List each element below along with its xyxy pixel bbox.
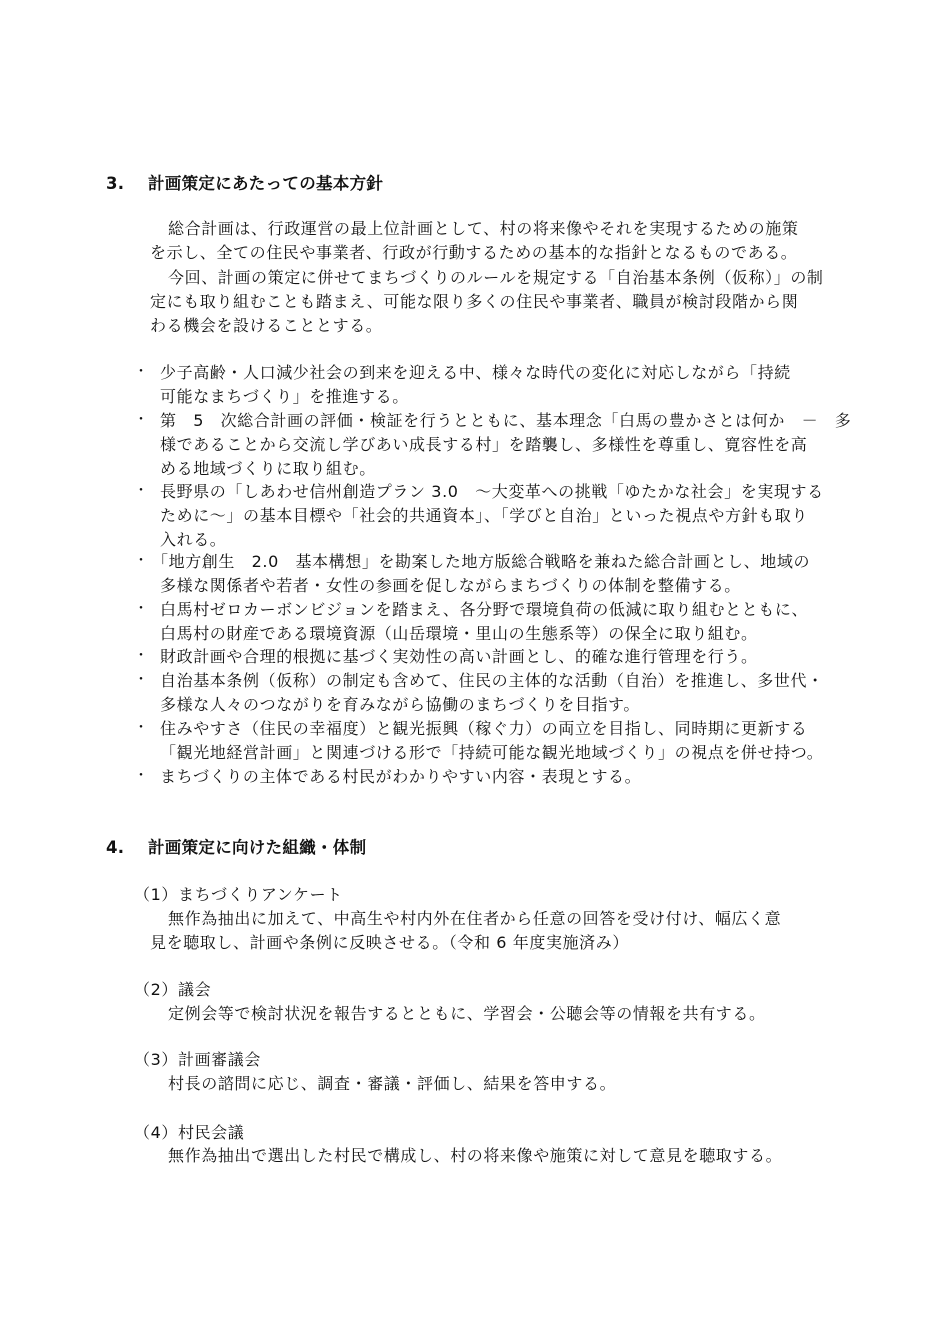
- paragraph-line: わる機会を設けることとする。: [150, 316, 383, 335]
- bullet-mark: ・: [134, 648, 148, 664]
- bullet-line: 入れる。: [160, 530, 227, 549]
- section-4-number: 4.: [106, 838, 125, 857]
- section-4-heading: [106, 834, 366, 858]
- section-4-title: 計画策定に向けた組織・体制: [148, 838, 367, 857]
- subsection-line: 見を聴取し、計画や条例に反映させる。（令和 6 年度実施済み）: [150, 933, 629, 952]
- bullet-line: 長野県の「しあわせ信州創造プラン 3.0 ～大変革への挑戦「ゆたかな社会」を実現する: [160, 482, 824, 501]
- bullet-mark: ・: [134, 553, 148, 569]
- paragraph-line: 今回、計画の策定に併せてまちづくりのルールを規定する「自治基本条例（仮称）」の制: [168, 268, 824, 287]
- bullet-mark: ・: [134, 483, 148, 499]
- bullet-line: 財政計画や合理的根拠に基づく実効性の高い計画とし、的確な進行管理を行う。: [160, 647, 758, 666]
- bullet-line: 住みやすさ（住民の幸福度）と観光振興（稼ぐ力）の両立を目指し、同時期に更新する: [160, 719, 808, 738]
- subsection-label: （1）まちづくりアンケート: [134, 885, 343, 904]
- paragraph-line: 総合計画は、行政運営の最上位計画として、村の将来像やそれを実現するための施策: [168, 219, 799, 238]
- bullet-line: 自治基本条例（仮称）の制定も含めて、住民の主体的な活動（自治）を推進し、多世代・: [160, 671, 824, 690]
- subsection-line: 無作為抽出に加えて、中高生や村内外在住者から任意の回答を受け付け、幅広く意: [168, 909, 782, 928]
- bullet-line: 多様な人々のつながりを育みながら協働のまちづくりを目指す。: [160, 695, 640, 714]
- bullet-line: 白馬村の財産である環境資源（山岳環境・里山の生態系等）の保全に取り組む。: [160, 624, 758, 643]
- bullet-line: 少子高齢・人口減少社会の到来を迎える中、様々な時代の変化に対応しながら「持続: [160, 363, 791, 382]
- bullet-line: 「地方創生 2.0 基本構想」を勘案した地方版総合戦略を兼ねた総合計画とし、地域の: [152, 552, 811, 571]
- subsection-label: （3）計画審議会: [134, 1050, 261, 1069]
- subsection-label: （4）村民会議: [134, 1123, 245, 1142]
- section-3-number: 3.: [106, 174, 125, 193]
- subsection-line: 村長の諮問に応じ、調査・審議・評価し、結果を答申する。: [168, 1074, 617, 1093]
- bullet-mark: ・: [134, 720, 148, 736]
- paragraph-line: を示し、全ての住民や事業者、行政が行動するための基本的な指針となるものである。: [150, 243, 798, 262]
- bullet-mark: ・: [134, 412, 148, 428]
- subsection-label: （2）議会: [134, 980, 212, 999]
- bullet-line: 様であることから交流し学びあい成長する村」を踏襲し、多様性を尊重し、寛容性を高: [160, 435, 808, 454]
- subsection-line: 定例会等で検討状況を報告するとともに、学習会・公聴会等の情報を共有する。: [168, 1004, 766, 1023]
- bullet-line: ために～」の基本目標や「社会的共通資本」、「学びと自治」といった視点や方針も取り: [160, 506, 809, 525]
- bullet-mark: ・: [134, 768, 148, 784]
- bullet-mark: ・: [134, 672, 148, 688]
- paragraph-line: 定にも取り組むことも踏まえ、可能な限り多くの住民や事業者、職員が検討段階から関: [150, 292, 799, 311]
- bullet-line: める地域づくりに取り組む。: [160, 459, 376, 478]
- bullet-line: 多様な関係者や若者・女性の参画を促しながらまちづくりの体制を整備する。: [160, 576, 741, 595]
- bullet-line: 「観光地経営計画」と関連づける形で「持続可能な観光地域づくり」の視点を併せ持つ。: [160, 743, 824, 762]
- section-3-heading: [106, 170, 383, 194]
- bullet-line: 白馬村ゼロカーボンビジョンを踏まえ、各分野で環境負荷の低減に取り組むとともに、: [160, 600, 809, 619]
- bullet-line: まちづくりの主体である村民がわかりやすい内容・表現とする。: [160, 767, 642, 786]
- bullet-line: 可能なまちづくり」を推進する。: [160, 387, 409, 406]
- section-3-title: 計画策定にあたっての基本方針: [148, 174, 384, 193]
- subsection-line: 無作為抽出で選出した村民で構成し、村の将来像や施策に対して意見を聴取する。: [168, 1146, 783, 1165]
- bullet-line: 第 5 次総合計画の評価・検証を行うとともに、基本理念「白馬の豊かさとは何か － 多: [160, 411, 852, 430]
- bullet-mark: ・: [134, 364, 148, 380]
- bullet-mark: ・: [134, 601, 148, 617]
